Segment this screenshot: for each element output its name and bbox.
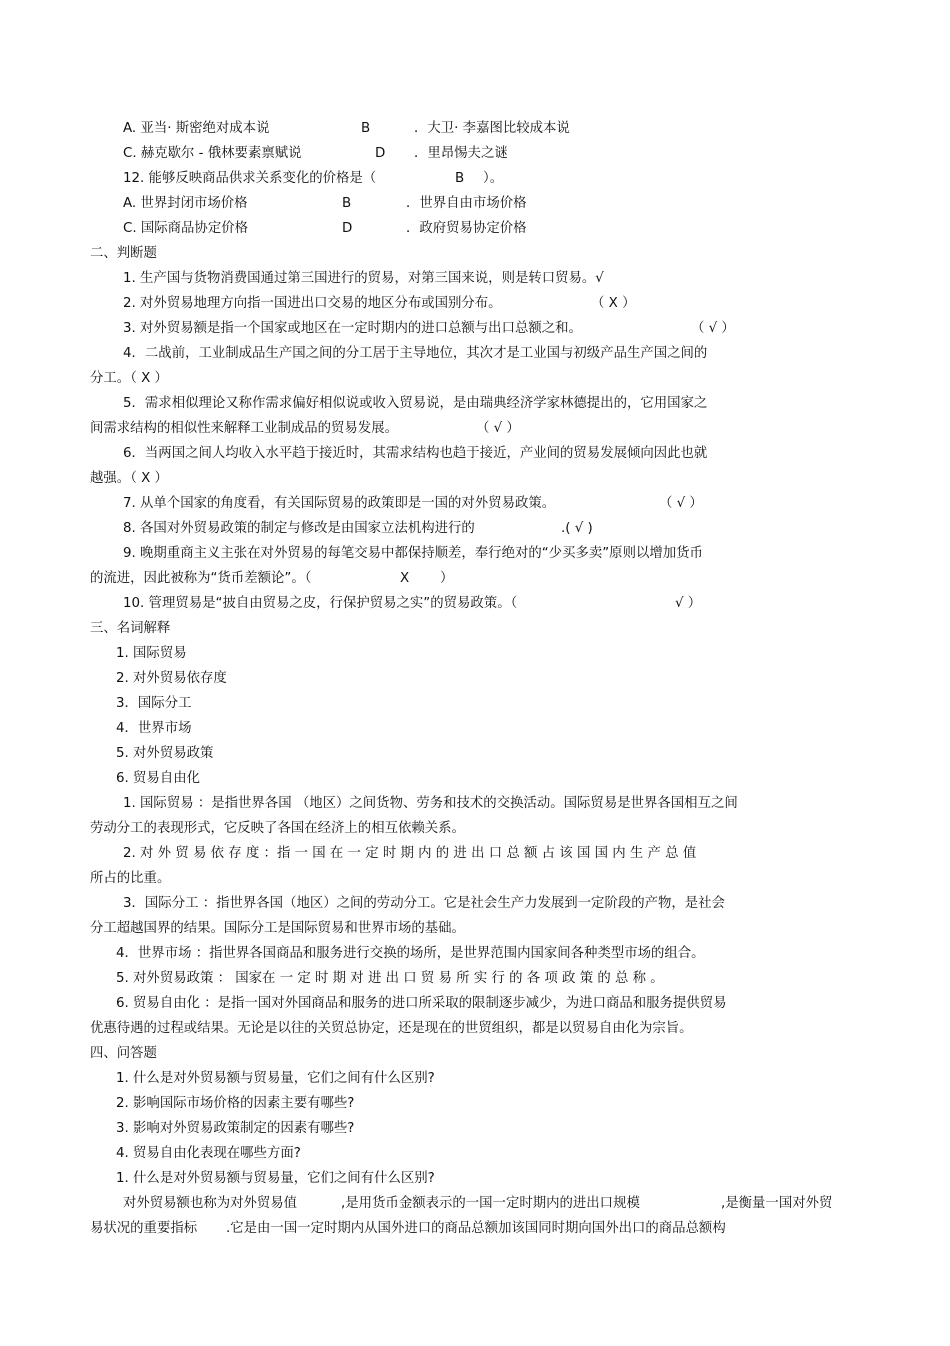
judgment-6-line1: 6．当两国之间人均收入水平趋于接近时，其需求结构也趋于接近，产业间的贸易发展倾向因此也就	[123, 446, 708, 461]
document-page: A. 亚当· 斯密绝对成本说 B ．大卫· 李嘉图比较成本说 C. 赫克歇尔 - 俄林要素禀赋说 D ．里昂惕夫之谜 12. 能够反映商品供求关系变化的价格是（ B ）。 A. 世界封闭市场价格 B ．世界自由市场价格 C. 国际商品协定价格 D ．政府贸易协定价格 二、判断题 1. 生产国与货物消费国通过第三国进行的贸易，对第三国来说，则是转口贸易。√ 2. 对外贸易地理方向指一国进出口交易的地区分布或国别分布。 （ X ） 3. 对外贸易额是指一个国家或地区在一定时期内的进口总额与出口总额之和。 （ √ ） 4．二战前，工业制成品生产国之间的分工居于主导地位，其次才是工业国与初级产品生产国之间的 分工。（ X ） 5．需求相似理论又称作需求偏好相似说或收入贸易说，是由瑞典经济学家林德提出的，它用国家之 间需求结构的相似性来解释工业制成品的贸易发展。 （ √ ） 6．当两国之间人均收入水平趋于接近时，其需求结构也趋于接近，产业间的贸易发展倾向因此也就 越强。（ X ） 7. 从单个国家的角度看，有关国际贸易的政策即是一国的对外贸易政策。 （ √ ） 8. 各国对外贸易政策的制定与修改是由国家立法机构进行的 .( √ ) 9. 晚期重商主义主张在对外贸易的每笔交易中都保持顺差，奉行绝对的“少买多卖”原则以增加货币 的流进，因此被称为“货币差额论”。（ X ） 10. 管理贸易是“披自由贸易之皮，行保护贸易之实”的贸易政策。（ √ ） 三、名词解释 1. 国际贸易 2. 对外贸易依存度 3．国际分工 4．世界市场 5. 对外贸易政策 6. 贸易自由化 1. 国际贸易 ：是指世界各国 （地区）之间货物、劳务和技术的交换活动。国际贸易是世界各国相互之间 劳动分工的表现形式，它反映了各国在经济上的相互依赖关系。 2. 对 外 贸 易 依 存 度 ：指 一 国 在 一 定 时 期 内 的 进 出 口 总 额 占 该 国 国 内 生 产 总 值 所占的比重。 3．国际分工 ：指世界各国（地区）之间的劳动分工。它是社会生产力发展到一定阶段的产物，是社会 分工超越国界的结果。国际分工是国际贸易和世界市场的基础。 4．世界市场 ：指世界各国商品和服务进行交换的场所，是世界范围内国家间各种类型市场的组合。 5. 对外贸易政策 ： 国家在 一 定 时 期 对 进 出 口 贸 易 所 实 行 的 各 项 政 策 的 总 称 。 6. 贸易自由化 ：是指一国对外国商品和服务的进口所采取的限制逐步减少，为进口商品和服务提供贸易 优惠待遇的过程或结果。无论是以往的关贸总协定，还是现在的世贸组织，都是以贸易自由化为宗旨。 四、问答题 1. 什么是对外贸易额与贸易量，它们之间有什么区别? 2. 影响国际市场价格的因素主要有哪些? 3. 影响对外贸易政策制定的因素有哪些? 4. 贸易自由化表现在哪些方面? 1. 什么是对外贸易额与贸易量，它们之间有什么区别? 对外贸易额也称为对外贸易值 ,是用货币金额表示的一国一定时期内的进出口规模 ,是衡量一国对外贸 易状况的重要指标 .它是由一国一定时期内从国外进口的商品总额加该国同时期向国外出口的商品总额构	[90, 121, 833, 1236]
judgment-9-line1: 9. 晚期重商主义主张在对外贸易的每笔交易中都保持顺差，奉行绝对的“少买多卖”原则以增加货币	[123, 546, 703, 561]
option-a: A. 亚当· 斯密绝对成本说	[123, 121, 270, 136]
option-b-letter: B	[361, 121, 371, 136]
definition-3-line2: 分工超越国界的结果。国际分工是国际贸易和世界市场的基础。	[90, 921, 465, 936]
judgment-9-answer: X	[400, 571, 410, 586]
question-2: 2. 影响国际市场价格的因素主要有哪些?	[116, 1096, 355, 1111]
q12-close: ）。	[483, 171, 504, 186]
definition-5: 5. 对外贸易政策 ： 国家在 一 定 时 期 对 进 出 口 贸 易 所 实 行 的 各 项 政 策 的 总 称 。	[116, 971, 664, 986]
judgment-4-line1: 4．二战前，工业制成品生产国之间的分工居于主导地位，其次才是工业国与初级产品生产国之间的	[123, 346, 708, 361]
option-c: C. 国际商品协定价格	[123, 221, 248, 236]
option-d: ．里昂惕夫之谜	[414, 146, 508, 161]
option-d: ．政府贸易协定价格	[406, 221, 527, 236]
section-heading-terms: 三、名词解释	[90, 621, 171, 636]
judgment-7-answer: （ √ ）	[659, 496, 703, 511]
q12-answer: B	[455, 171, 465, 186]
definition-2-line1: 2. 对 外 贸 易 依 存 度 ：指 一 国 在 一 定 时 期 内 的 进 出 口 总 额 占 该 国 国 内 生 产 总 值	[123, 846, 697, 861]
answer-1-question: 1. 什么是对外贸易额与贸易量，它们之间有什么区别?	[116, 1171, 435, 1186]
question-4: 4. 贸易自由化表现在哪些方面?	[116, 1146, 301, 1161]
judgment-4-line2: 分工。（ X ）	[90, 371, 168, 386]
judgment-8-answer: .( √ )	[561, 521, 593, 536]
term-5: 5. 对外贸易政策	[116, 746, 214, 761]
judgment-10-answer: √ ）	[675, 596, 702, 611]
term-3: 3．国际分工	[116, 696, 192, 711]
section-heading-questions: 四、问答题	[90, 1046, 157, 1061]
term-2: 2. 对外贸易依存度	[116, 671, 227, 686]
option-b-letter: B	[342, 196, 352, 211]
definition-2-line2: 所占的比重。	[90, 871, 171, 886]
section-heading-judgment: 二、判断题	[90, 246, 157, 261]
question-1: 1. 什么是对外贸易额与贸易量，它们之间有什么区别?	[116, 1071, 435, 1086]
option-d-letter: D	[375, 146, 386, 161]
question-3: 3. 影响对外贸易政策制定的因素有哪些?	[116, 1121, 355, 1136]
judgment-6-line2: 越强。（ X ）	[90, 471, 168, 486]
q12-text: 12. 能够反映商品供求关系变化的价格是（	[123, 171, 377, 186]
option-b: ．大卫· 李嘉图比较成本说	[414, 121, 570, 136]
judgment-5-answer: （ √ ）	[476, 421, 520, 436]
definition-1-line1: 1. 国际贸易 ：是指世界各国 （地区）之间货物、劳务和技术的交换活动。国际贸易是世界各国相互之间	[123, 796, 738, 811]
judgment-1: 1. 生产国与货物消费国通过第三国进行的贸易，对第三国来说，则是转口贸易。√	[123, 271, 604, 286]
definition-6-line1: 6. 贸易自由化 ：是指一国对外国商品和服务的进口所采取的限制逐步减少，为进口商品和服务提供贸易	[116, 996, 727, 1011]
term-4: 4．世界市场	[116, 721, 192, 736]
judgment-2-answer: （ X ）	[591, 296, 636, 311]
definition-6-line2: 优惠待遇的过程或结果。无论是以往的关贸总协定，还是现在的世贸组织，都是以贸易自由化为宗旨。	[90, 1021, 693, 1036]
definition-4: 4．世界市场 ：指世界各国商品和服务进行交换的场所，是世界范围内国家间各种类型市场的组合。	[116, 946, 705, 961]
definition-3-line1: 3．国际分工 ：指世界各国（地区）之间的劳动分工。它是社会生产力发展到一定阶段的产物，是社会	[123, 896, 725, 911]
option-a: A. 世界封闭市场价格	[123, 196, 248, 211]
option-d-letter: D	[342, 221, 353, 236]
option-c: C. 赫克歇尔 - 俄林要素禀赋说	[123, 146, 302, 161]
definition-1-line2: 劳动分工的表现形式，它反映了各国在经济上的相互依赖关系。	[90, 821, 465, 836]
term-6: 6. 贸易自由化	[116, 771, 200, 786]
option-b: ．世界自由市场价格	[406, 196, 527, 211]
judgment-3-answer: （ √ ）	[691, 321, 735, 336]
term-1: 1. 国际贸易	[116, 646, 187, 661]
judgment-5-line1: 5．需求相似理论又称作需求偏好相似说或收入贸易说，是由瑞典经济学家林德提出的，它用国家之	[123, 396, 708, 411]
